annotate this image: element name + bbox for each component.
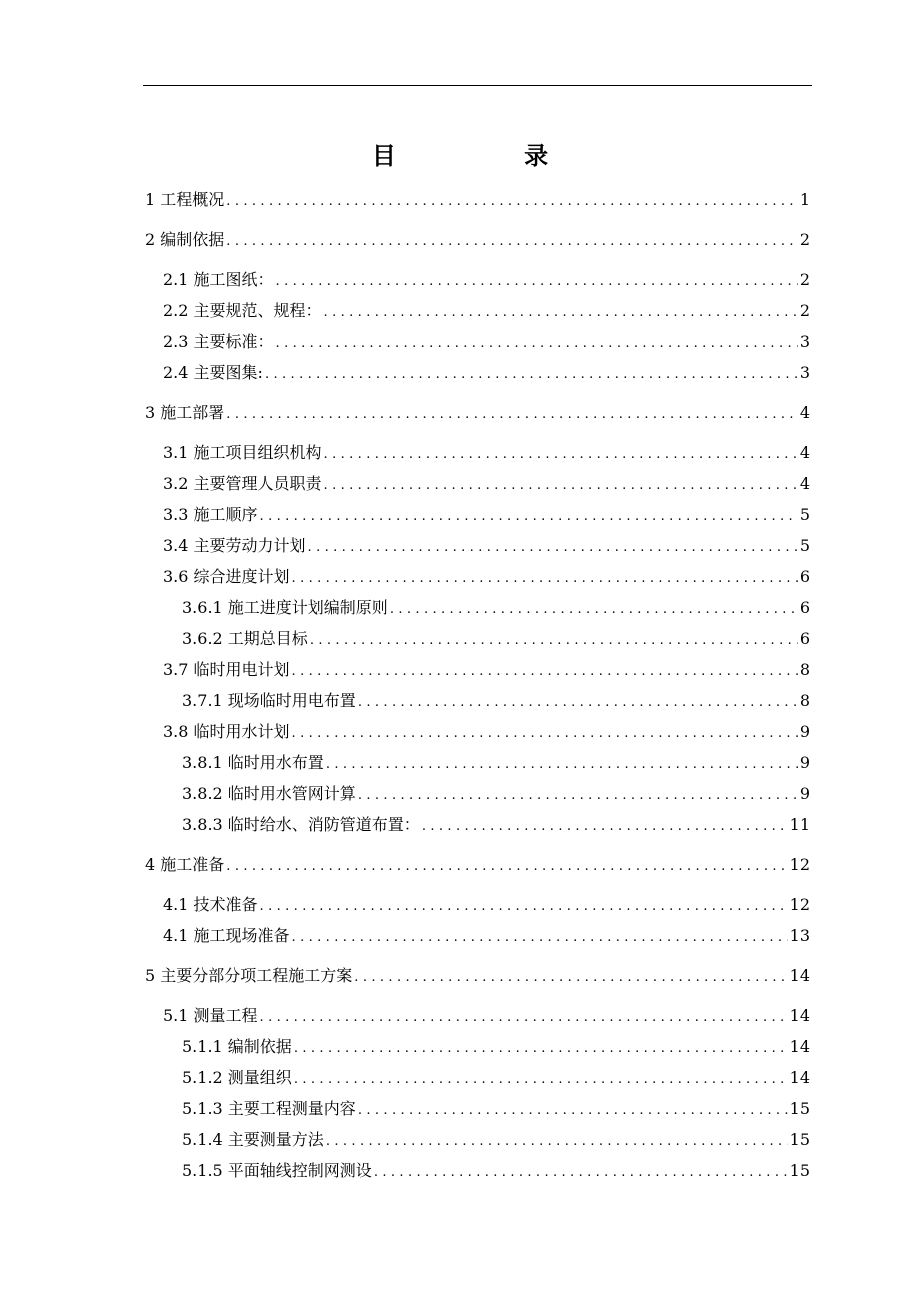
toc-dot-leader (294, 1033, 788, 1064)
toc-entry-label: 3.7.1 现场临时用电布置 (182, 691, 356, 710)
toc-entry-label: 3.3 施工顺序 (163, 505, 258, 524)
toc-entry-page-number: 8 (799, 660, 810, 679)
toc-entry[interactable] (145, 224, 810, 255)
toc-entry-page-number: 8 (799, 691, 810, 710)
toc-entry-label: 2.3 主要标准： (163, 332, 274, 351)
toc-dot-leader (226, 226, 798, 257)
toc-entry[interactable] (145, 716, 810, 747)
toc-entry[interactable] (145, 468, 810, 499)
toc-entry-page-number: 9 (799, 784, 810, 803)
toc-dot-leader (324, 439, 798, 470)
toc-entry[interactable] (145, 592, 810, 623)
toc-entry[interactable] (145, 778, 810, 809)
toc-entry-label: 2 编制依据 (145, 230, 225, 249)
toc-entry-label: 4 施工准备 (145, 855, 225, 874)
toc-dot-leader (276, 266, 798, 297)
toc-entry-page-number: 2 (799, 230, 810, 249)
toc-entry[interactable] (145, 295, 810, 326)
toc-dot-leader (308, 532, 798, 563)
toc-entry-label: 5.1.1 编制依据 (182, 1037, 292, 1056)
toc-entry[interactable] (145, 561, 810, 592)
toc-dot-leader (292, 656, 798, 687)
toc-entry-page-number: 15 (789, 1099, 810, 1118)
toc-entry-page-number: 14 (789, 966, 810, 985)
toc-dot-leader (390, 594, 798, 625)
toc-entry-label: 2.4 主要图集: (163, 363, 263, 382)
toc-entry-label: 3.8.3 临时给水、消防管道布置： (182, 815, 420, 834)
toc-entry-label: 5.1.2 测量组织 (182, 1068, 292, 1087)
toc-entry-label: 2.2 主要规范、规程： (163, 301, 322, 320)
toc-dot-leader (260, 1002, 788, 1033)
toc-entry-label: 3.8 临时用水计划 (163, 722, 290, 741)
toc-entry-label: 2.1 施工图纸： (163, 270, 274, 289)
toc-dot-leader (265, 359, 798, 390)
toc-entry-page-number: 11 (789, 815, 810, 834)
page-title: 目 录 (371, 142, 609, 170)
toc-dot-leader (358, 1095, 788, 1126)
toc-entry[interactable] (145, 920, 810, 951)
toc-entry-page-number: 4 (799, 443, 810, 462)
toc-entry-page-number: 4 (799, 474, 810, 493)
toc-entry[interactable] (145, 685, 810, 716)
table-of-contents (145, 184, 810, 1186)
toc-dot-leader (324, 470, 798, 501)
toc-entry-label: 4.1 技术准备 (163, 895, 258, 914)
toc-entry[interactable] (145, 357, 810, 388)
toc-entry-label: 3 施工部署 (145, 403, 225, 422)
toc-entry-page-number: 9 (799, 722, 810, 741)
toc-dot-leader (422, 811, 788, 842)
toc-entry-label: 3.6.1 施工进度计划编制原则 (182, 598, 388, 617)
toc-dot-leader (260, 501, 798, 532)
toc-entry[interactable] (145, 809, 810, 840)
toc-dot-leader (374, 1157, 788, 1188)
toc-entry[interactable] (145, 1000, 810, 1031)
toc-entry-page-number: 13 (789, 926, 810, 945)
toc-entry[interactable] (145, 623, 810, 654)
header-rule (143, 85, 812, 86)
toc-dot-leader (358, 780, 798, 811)
toc-entry-page-number: 15 (789, 1161, 810, 1180)
toc-entry[interactable] (145, 849, 810, 880)
toc-entry[interactable] (145, 264, 810, 295)
toc-entry-label: 5.1 测量工程 (163, 1006, 258, 1025)
toc-dot-leader (310, 625, 798, 656)
toc-entry-label: 5 主要分部分项工程施工方案 (145, 966, 353, 985)
toc-entry-page-number: 5 (799, 536, 810, 555)
toc-entry[interactable] (145, 326, 810, 357)
toc-entry-page-number: 9 (799, 753, 810, 772)
toc-entry-page-number: 5 (799, 505, 810, 524)
toc-dot-leader (326, 749, 798, 780)
toc-entry-label: 3.1 施工项目组织机构 (163, 443, 322, 462)
toc-entry[interactable] (145, 530, 810, 561)
toc-dot-leader (358, 687, 798, 718)
toc-dot-leader (226, 399, 798, 430)
toc-dot-leader (292, 922, 788, 953)
toc-entry-label: 3.8.2 临时用水管网计算 (182, 784, 356, 803)
toc-entry-label: 3.7 临时用电计划 (163, 660, 290, 679)
toc-entry[interactable] (145, 654, 810, 685)
toc-entry-page-number: 14 (789, 1037, 810, 1056)
toc-entry-page-number: 15 (789, 1130, 810, 1149)
toc-entry[interactable] (145, 437, 810, 468)
toc-entry[interactable] (145, 889, 810, 920)
toc-entry-page-number: 2 (799, 301, 810, 320)
toc-entry-label: 3.2 主要管理人员职责 (163, 474, 322, 493)
toc-entry[interactable] (145, 1062, 810, 1093)
toc-entry-label: 3.4 主要劳动力计划 (163, 536, 306, 555)
toc-entry-page-number: 14 (789, 1068, 810, 1087)
toc-entry-label: 3.8.1 临时用水布置 (182, 753, 324, 772)
toc-entry-page-number: 4 (799, 403, 810, 422)
toc-entry-page-number: 3 (799, 332, 810, 351)
toc-entry-page-number: 12 (789, 895, 810, 914)
toc-entry-page-number: 2 (799, 270, 810, 289)
toc-entry-page-number: 1 (799, 190, 810, 209)
toc-entry[interactable] (145, 184, 810, 215)
toc-dot-leader (292, 563, 798, 594)
toc-dot-leader (226, 851, 787, 882)
toc-dot-leader (260, 891, 788, 922)
toc-dot-leader (292, 718, 798, 749)
toc-entry[interactable] (145, 1093, 810, 1124)
toc-entry-label: 5.1.4 主要测量方法 (182, 1130, 324, 1149)
toc-entry-page-number: 6 (799, 567, 810, 586)
toc-entry-page-number: 3 (799, 363, 810, 382)
toc-entry-label: 5.1.3 主要工程测量内容 (182, 1099, 356, 1118)
toc-entry-label: 3.6.2 工期总目标 (182, 629, 308, 648)
toc-entry[interactable] (145, 397, 810, 428)
toc-entry-label: 5.1.5 平面轴线控制网测设 (182, 1161, 372, 1180)
toc-entry-label: 1 工程概况 (145, 190, 225, 209)
toc-entry[interactable] (145, 747, 810, 778)
toc-entry[interactable] (145, 1124, 810, 1155)
toc-entry-page-number: 6 (799, 598, 810, 617)
toc-dot-leader (324, 297, 798, 328)
toc-dot-leader (294, 1064, 788, 1095)
toc-dot-leader (354, 962, 787, 993)
toc-entry-label: 4.1 施工现场准备 (163, 926, 290, 945)
toc-dot-leader (226, 186, 798, 217)
toc-dot-leader (326, 1126, 788, 1157)
toc-entry[interactable] (145, 1031, 810, 1062)
toc-entry-page-number: 6 (799, 629, 810, 648)
toc-dot-leader (276, 328, 798, 359)
toc-entry[interactable] (145, 1155, 810, 1186)
toc-entry-page-number: 14 (789, 1006, 810, 1025)
toc-entry-page-number: 12 (789, 855, 810, 874)
toc-entry[interactable] (145, 960, 810, 991)
toc-entry[interactable] (145, 499, 810, 530)
toc-entry-label: 3.6 综合进度计划 (163, 567, 290, 586)
